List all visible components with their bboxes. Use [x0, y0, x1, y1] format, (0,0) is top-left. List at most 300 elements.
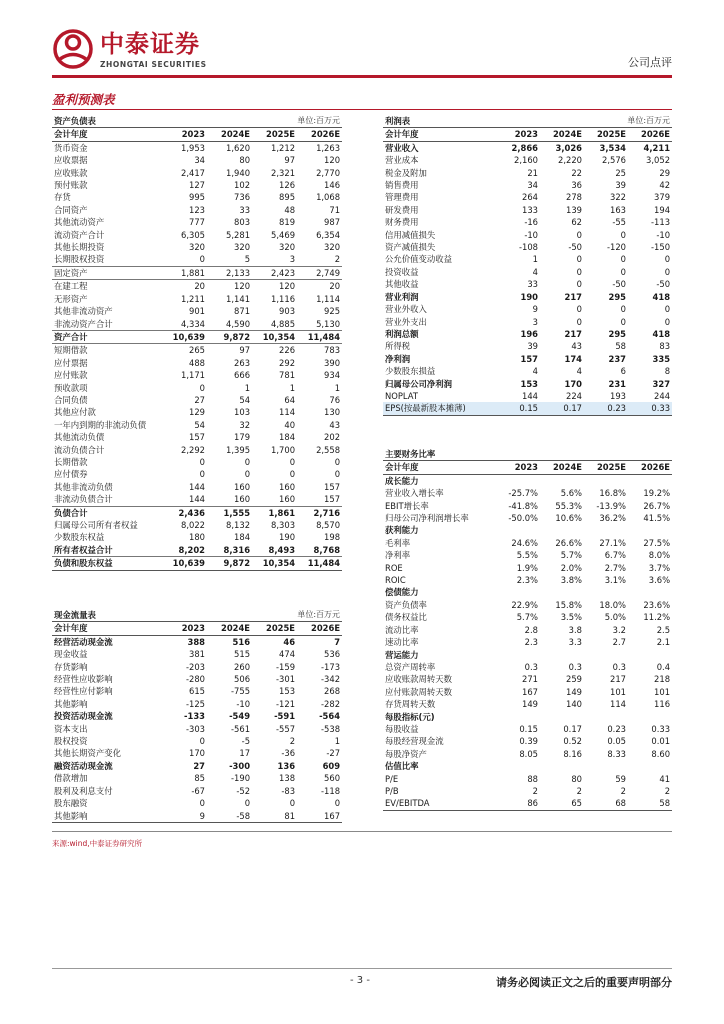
cell-value: 190 — [520, 291, 538, 302]
column-header: 会计年度 — [52, 622, 162, 635]
cell-value: 0.3 — [568, 661, 582, 672]
table-row — [52, 456, 342, 468]
cell-value: -50.0% — [508, 513, 538, 524]
table-row — [383, 303, 672, 315]
cell-value: 8,132 — [226, 520, 251, 530]
table-title: 利润表 — [383, 115, 584, 128]
cell-value: 10,354 — [252, 557, 297, 570]
cell-value: 21 — [527, 167, 538, 178]
cell-value: 2 — [576, 785, 582, 796]
row-label: 在建工程 — [52, 280, 162, 293]
cell-value: 163 — [610, 204, 627, 215]
section-rule — [52, 109, 672, 110]
table-row — [52, 710, 342, 722]
cell-value: 615 — [189, 686, 205, 697]
row-label: 财务费用 — [385, 217, 419, 228]
row-label: 应收账款 — [54, 167, 88, 178]
cell-value: 3,026 — [555, 142, 583, 153]
cell-value: 2,160 — [514, 155, 538, 166]
cell-value: -159 — [276, 661, 296, 672]
cell-value: 217 — [610, 674, 626, 685]
row-label: 公允价值变动收益 — [385, 254, 452, 265]
cell-value — [628, 760, 672, 772]
cell-value — [496, 474, 540, 487]
cell-value: -50 — [568, 242, 583, 253]
cell-value — [540, 649, 584, 661]
table-row — [52, 229, 342, 241]
cell-value: 0 — [199, 469, 205, 480]
cell-value: 263 — [234, 357, 251, 368]
cell-value: 0.3 — [524, 661, 538, 672]
cell-value: 2 — [532, 785, 538, 796]
cell-value: 1,212 — [271, 142, 296, 153]
table-row — [383, 365, 672, 377]
cell-value: 11,484 — [297, 330, 342, 343]
cell-value: 34 — [194, 155, 205, 166]
table-row — [52, 369, 342, 381]
table-row — [52, 635, 342, 648]
row-label: 非流动资产合计 — [54, 318, 113, 329]
cell-value: 295 — [608, 291, 627, 302]
row-label: 净利润 — [385, 353, 411, 364]
cell-value: 8.16 — [563, 748, 582, 759]
cell-value: 264 — [522, 192, 538, 203]
row-label: 预付账款 — [54, 180, 88, 191]
cell-value: 515 — [234, 649, 251, 660]
row-label: 负债和股东权益 — [52, 557, 162, 570]
cell-value: 0 — [289, 798, 296, 809]
table-row — [52, 735, 342, 747]
row-label: 流动比率 — [385, 624, 419, 635]
cell-value: 170 — [189, 748, 205, 759]
cell-value: 1,620 — [226, 142, 251, 153]
cell-value — [584, 649, 628, 661]
cell-value: 144 — [189, 494, 205, 505]
cell-value: 160 — [279, 481, 296, 492]
cell-value: 0.33 — [628, 402, 672, 415]
cell-value: 5.6% — [560, 488, 582, 499]
table-row — [52, 661, 342, 673]
cell-value: 1 — [334, 382, 341, 393]
cell-value: 2.3% — [516, 575, 538, 586]
row-label: 存货周转天数 — [385, 699, 436, 710]
row-label: 经营性应收影响 — [54, 674, 113, 685]
cell-value: 133 — [522, 204, 538, 215]
cell-value: 1,555 — [207, 506, 252, 519]
cell-value: 1.9% — [516, 562, 538, 573]
cell-value: 138 — [279, 773, 296, 784]
cell-value: -55 — [612, 217, 627, 228]
cell-value: 506 — [234, 674, 251, 685]
table-row — [52, 648, 342, 660]
row-label: 研发费用 — [385, 204, 419, 215]
cell-value: 0 — [576, 279, 583, 290]
cell-value: 26.6% — [555, 537, 582, 548]
cell-value: 83 — [659, 341, 671, 352]
cell-value: 10,354 — [252, 330, 297, 343]
cell-value: -564 — [319, 711, 341, 722]
table-row — [52, 216, 342, 228]
cell-value: 4,211 — [643, 142, 671, 153]
row-label: 短期借款 — [52, 344, 162, 357]
row-label: 现金收益 — [54, 649, 88, 660]
cell-value: 101 — [610, 686, 626, 697]
cell-value: 127 — [189, 180, 205, 191]
cell-value: -41.8% — [508, 500, 538, 511]
table-row — [52, 191, 342, 203]
row-label: 其他收益 — [385, 279, 419, 290]
table-row — [383, 253, 672, 265]
row-label: 每股经营现金流 — [385, 736, 444, 747]
cell-value: 8,493 — [268, 544, 296, 555]
cell-value: 129 — [189, 407, 205, 418]
cell-value: 123 — [189, 204, 205, 215]
cell-value: 0 — [244, 469, 251, 480]
cell-value: 71 — [329, 204, 341, 215]
cell-value: 8.0% — [648, 550, 671, 561]
cell-value: 8,202 — [178, 544, 205, 555]
cell-value: 36.2% — [599, 513, 626, 524]
table-row — [52, 444, 342, 456]
table-row — [383, 154, 672, 166]
row-label: 偿债能力 — [385, 587, 419, 598]
cash-flow-table — [52, 609, 342, 823]
row-label: 每股收益 — [385, 723, 419, 734]
table-row — [52, 685, 342, 697]
cell-value: 0 — [576, 254, 583, 265]
cell-value: 3.7% — [648, 562, 671, 573]
row-label: 营业利润 — [385, 291, 419, 302]
row-label: 应付账款周转天数 — [385, 686, 452, 697]
cell-value: 153 — [279, 686, 296, 697]
cell-value: 11,484 — [297, 557, 342, 570]
table-header-row — [52, 622, 342, 635]
cell-value: 2,220 — [558, 155, 583, 166]
row-label: 负债合计 — [52, 506, 162, 519]
cell-value: 180 — [189, 532, 205, 543]
table-title: 主要财务比率 — [383, 448, 672, 461]
disclaimer: 请务必阅读正文之后的重要声明部分 — [496, 976, 672, 989]
cell-value: -10 — [524, 229, 538, 240]
column-header: 2023 — [496, 461, 540, 474]
cell-value: 116 — [654, 699, 671, 710]
cell-value: 2 — [289, 736, 296, 747]
row-label: 总资产周转率 — [385, 661, 436, 672]
row-label: EV/EBITDA — [383, 797, 496, 810]
table-row — [52, 723, 342, 735]
page-number: - 3 - — [350, 975, 370, 986]
cell-value: 33 — [239, 204, 251, 215]
column-header: 2025E — [584, 461, 628, 474]
cell-value: 292 — [279, 357, 296, 368]
cell-value: 10.6% — [555, 513, 582, 524]
cell-value: 2.3 — [524, 637, 538, 648]
table-row — [383, 378, 672, 390]
row-label: 其他长期投资 — [54, 242, 105, 253]
cell-value: 190 — [279, 532, 296, 543]
cell-value: 198 — [324, 532, 341, 543]
cell-value: 27.5% — [643, 537, 671, 548]
cell-value — [540, 474, 584, 487]
cell-value: 783 — [297, 344, 342, 357]
cell-value: 4 — [576, 366, 583, 377]
column-header: 2023 — [162, 622, 207, 635]
table-row — [383, 549, 672, 561]
cell-value: 9,872 — [207, 330, 252, 343]
cell-value: -113 — [651, 217, 671, 228]
table-row — [383, 229, 672, 241]
cell-value: 0 — [289, 456, 296, 467]
cell-value: 157 — [189, 432, 205, 443]
cell-value: 2.8 — [524, 624, 538, 635]
cell-value: 17 — [239, 748, 251, 759]
cell-value: 0 — [576, 304, 583, 315]
cell-value: 224 — [566, 390, 583, 401]
cell-value — [540, 711, 584, 723]
row-label: 非流动负债合计 — [54, 494, 113, 505]
cell-value: 9 — [162, 810, 207, 823]
cell-value: 5,281 — [226, 229, 251, 240]
table-row — [383, 649, 672, 661]
cell-value: 0.23 — [584, 402, 628, 415]
table-row — [52, 544, 342, 557]
cell-value: 146 — [324, 180, 341, 191]
cell-value: -58 — [207, 810, 252, 823]
brand-en: ZHONGTAI SECURITIES — [100, 60, 207, 69]
table-row — [383, 340, 672, 352]
cell-value: 0 — [199, 382, 205, 393]
cell-value: 3.8% — [560, 575, 582, 586]
cell-value: 55.3% — [555, 500, 582, 511]
cell-value: -300 — [229, 760, 251, 771]
cell-value: 2,866 — [511, 142, 538, 153]
cell-value: 0 — [576, 266, 583, 277]
cell-value: 777 — [189, 217, 205, 228]
table-row — [383, 574, 672, 586]
row-label: 所有者权益合计 — [54, 544, 113, 555]
cell-value: 0.01 — [651, 736, 671, 747]
cell-value: -557 — [276, 723, 296, 734]
cell-value: 0.4 — [656, 661, 671, 672]
table-header-row — [383, 461, 672, 474]
row-label: 资本支出 — [54, 723, 88, 734]
cell-value: 6,305 — [181, 229, 205, 240]
table-row — [52, 673, 342, 685]
cell-value: 4 — [532, 266, 538, 277]
cell-value: 925 — [324, 306, 341, 317]
cell-value: 20 — [162, 280, 207, 293]
cell-value: 320 — [234, 242, 251, 253]
column-header: 2025E — [252, 622, 297, 635]
column-header: 2023 — [496, 128, 540, 141]
cell-value: 0.23 — [607, 723, 626, 734]
row-label: 经营性应付影响 — [54, 686, 113, 697]
cell-value: 2,292 — [181, 444, 205, 455]
row-label: 毛利率 — [385, 537, 411, 548]
cell-value: 1 — [532, 254, 538, 265]
table-row — [383, 328, 672, 340]
cell-value: 22 — [571, 167, 583, 178]
cell-value: 40 — [284, 419, 296, 430]
cell-value: -108 — [518, 242, 538, 253]
cell-value: 81 — [252, 810, 297, 823]
cell-value — [584, 711, 628, 723]
cell-value: 34 — [527, 180, 538, 191]
cell-value: 80 — [571, 773, 582, 784]
cell-value: 259 — [566, 674, 582, 685]
table-row — [52, 519, 342, 531]
cell-value: 0 — [199, 456, 205, 467]
cell-value: 781 — [279, 370, 296, 381]
table-row — [383, 402, 672, 415]
cell-value: 101 — [654, 686, 671, 697]
cell-value: 64 — [284, 394, 296, 405]
cell-value: 3.3 — [568, 637, 582, 648]
table-header-row — [52, 128, 342, 141]
cell-value: 0.33 — [651, 723, 671, 734]
cell-value — [628, 586, 672, 598]
cell-value: -25.7% — [508, 488, 538, 499]
row-label: ROE — [385, 562, 403, 573]
cell-value: 157 — [324, 494, 341, 505]
row-label: 税金及附加 — [385, 167, 427, 178]
row-label: EPS(按最新股本摊薄) — [383, 402, 496, 415]
cell-value: 120 — [252, 280, 297, 293]
table-row — [383, 537, 672, 549]
cell-value: 1,395 — [226, 444, 251, 455]
cell-value: 2,749 — [297, 266, 342, 279]
row-label: 归属母公司净利润 — [385, 378, 452, 389]
row-label: 债务权益比 — [385, 612, 427, 623]
column-header: 2026E — [628, 128, 672, 141]
cell-value: -561 — [231, 723, 251, 734]
row-label: 其他流动负债 — [54, 432, 105, 443]
table-row — [52, 357, 342, 369]
row-label: 估值比率 — [385, 761, 419, 772]
cell-value: 65 — [540, 797, 584, 810]
cell-value: 0.3 — [612, 661, 626, 672]
cell-value: 58 — [628, 797, 672, 810]
cell-value: 43 — [571, 341, 583, 352]
cell-value: 2.7% — [604, 562, 626, 573]
cell-value: 0 — [244, 798, 251, 809]
cell-value — [584, 586, 628, 598]
cell-value: 895 — [279, 192, 296, 203]
cell-value: 48 — [284, 204, 296, 215]
cell-value: 8.05 — [519, 748, 538, 759]
cell-value: 1,263 — [316, 142, 341, 153]
table-row — [383, 785, 672, 797]
table-row — [52, 797, 342, 809]
cell-value: 0 — [199, 798, 205, 809]
row-label: 投资活动现金流 — [54, 711, 113, 722]
table-header-row — [383, 128, 672, 141]
row-label: P/E — [385, 773, 399, 784]
cell-value: 0 — [199, 254, 205, 265]
row-label: 股权投资 — [54, 736, 88, 747]
cell-value: 1,068 — [316, 192, 341, 203]
cell-value: 6 — [620, 366, 627, 377]
cell-value: -280 — [185, 674, 205, 685]
cell-value: 179 — [234, 432, 251, 443]
cell-value: 381 — [189, 649, 205, 660]
cell-value: 68 — [584, 797, 628, 810]
cell-value: -50 — [656, 279, 671, 290]
cell-value: 327 — [652, 378, 671, 389]
table-row — [52, 344, 342, 357]
table-row — [52, 141, 342, 154]
cell-value — [496, 524, 540, 536]
table-unit: 单位:百万元 — [252, 115, 342, 128]
table-row — [52, 280, 342, 293]
cell-value: 120 — [324, 155, 341, 166]
cell-value: 8.33 — [607, 748, 626, 759]
column-header: 2024E — [540, 128, 584, 141]
cell-value: 295 — [608, 328, 627, 339]
table-row — [383, 748, 672, 760]
table-row — [383, 686, 672, 698]
row-label: 资产负债率 — [385, 599, 427, 610]
cell-value: 42 — [659, 180, 671, 191]
table-row — [52, 468, 342, 480]
table-row — [383, 204, 672, 216]
table-row — [383, 179, 672, 191]
row-label: 营业成本 — [385, 155, 419, 166]
cell-value: 4,334 — [181, 318, 205, 329]
cell-value: 0 — [620, 266, 627, 277]
cell-value: 33 — [527, 279, 538, 290]
row-label: 应付账款 — [54, 370, 88, 381]
cell-value — [628, 524, 672, 536]
cell-value: 184 — [234, 532, 251, 543]
cell-value: 54 — [194, 419, 205, 430]
table-row — [52, 330, 342, 343]
cell-value: 54 — [239, 394, 251, 405]
cell-value: 3.5% — [560, 612, 582, 623]
cell-value: 27 — [193, 760, 205, 771]
table-row — [383, 624, 672, 636]
cell-value: 160 — [279, 494, 296, 505]
cell-value: 1,881 — [162, 266, 207, 279]
table-row — [52, 167, 342, 179]
row-label: 预收款项 — [54, 382, 88, 393]
cell-value — [496, 760, 540, 772]
table-row — [383, 599, 672, 611]
income-statement-table — [383, 115, 672, 416]
cell-value: 157 — [324, 481, 341, 492]
cell-value: 2,417 — [181, 167, 205, 178]
cell-value — [540, 586, 584, 598]
table-row — [383, 512, 672, 524]
cell-value: 153 — [520, 378, 538, 389]
cell-value: 8 — [664, 366, 671, 377]
table-row — [52, 382, 342, 394]
row-label: 其他影响 — [54, 698, 88, 709]
row-label: 应付债券 — [54, 469, 88, 480]
table-row — [383, 141, 672, 154]
cell-value: 2,558 — [316, 444, 341, 455]
row-label: 合同负债 — [54, 394, 88, 405]
cell-value: 136 — [277, 760, 296, 771]
row-label: 一年内到期的非流动负债 — [54, 419, 147, 430]
cell-value: 379 — [654, 192, 671, 203]
cell-value — [628, 474, 672, 487]
cell-value: 19.2% — [643, 488, 671, 499]
cell-value: 10,639 — [162, 557, 207, 570]
cell-value: 0 — [664, 266, 671, 277]
cell-value: 2 — [620, 785, 626, 796]
cell-value: 0 — [664, 316, 671, 327]
